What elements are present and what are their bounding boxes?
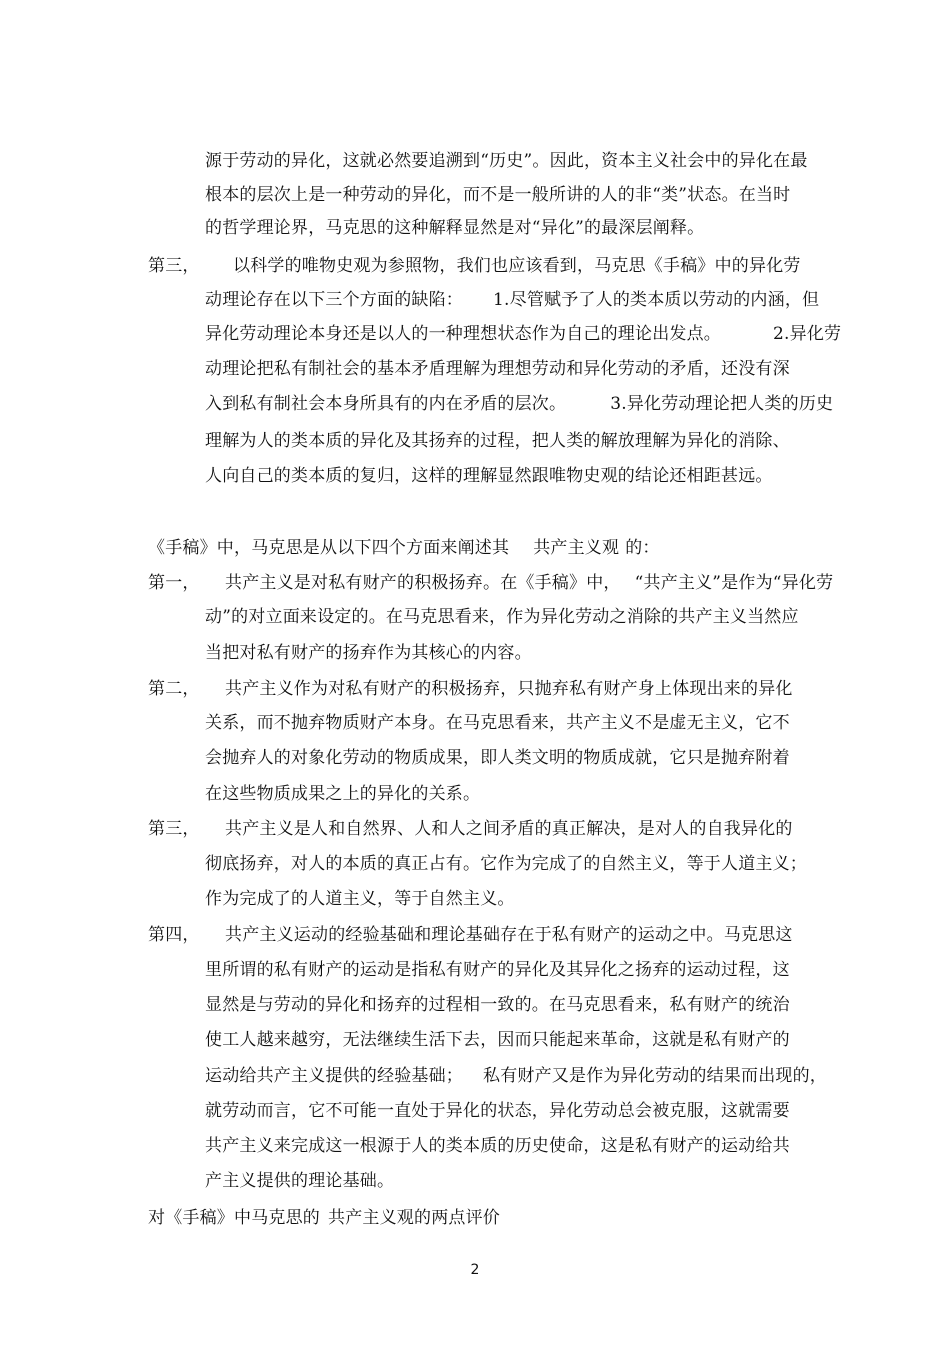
section-heading [148,1207,500,1229]
text-segment: 私有财产又是作为异化劳动的结果而出现的， [483,1066,827,1086]
text-line: 人向自己的类本质的复归，这样的理解显然跟唯物史观的结论还相距甚远。 [205,466,773,486]
text-line: 理解为人的类本质的异化及其扬弃的过程，把人类的解放理解为异化的消除、 [205,431,790,451]
text-segment: 共产主义观 [533,538,620,558]
text-line [205,289,819,311]
text-line: 就劳动而言，它不可能一直处于异化的状态，异化劳动总会被克服，这就需要 [205,1101,790,1121]
text-line: 共产主义来完成这一根源于人的类本质的历史使命，这是私有财产的运动给共 [205,1136,790,1156]
point-label: 第二， [148,679,200,699]
text-segment: 运动给共产主义提供的经验基础； [205,1066,463,1086]
text-line: 源于劳动的异化，这就必然要追溯到“历史”。因此，资本主义社会中的异化在最 [205,151,808,171]
text-segment: 异化劳动理论本身还是以人的一种理想状态作为自己的理论出发点。 [205,324,721,344]
text-segment: 共产主义是对私有财产的积极扬弃。在《手稿》中， [225,573,621,593]
text-line: 当把对私有财产的扬弃作为其核心的内容。 [205,643,532,663]
point-label: 第四， [148,925,200,945]
text-line: 共产主义作为对私有财产的积极扬弃，只抛弃私有财产身上体现出来的异化 [225,679,793,699]
text-line: 的哲学理论界，马克思的这种解释显然是对“异化”的最深层阐释。 [205,218,705,238]
text-segment: 对《手稿》中马克思的 [148,1208,320,1228]
text-line [205,1065,827,1087]
text-segment: 2.异化劳 [773,324,842,344]
text-segment: 《手稿》中，马克思是从以下四个方面来阐述其 [148,538,510,558]
page-number: 2 [470,1262,480,1278]
text-line: 使工人越来越穷，无法继续生活下去，因而只能起来革命，这就是私有财产的 [205,1030,790,1050]
text-line: 在这些物质成果之上的异化的关系。 [205,784,481,804]
text-line [205,323,841,345]
text-line: 以科学的唯物史观为参照物，我们也应该看到，马克思《手稿》中的异化劳 [233,256,801,276]
text-line: 根本的层次上是一种劳动的异化，而不是一般所讲的人的非“类”状态。在当时 [205,185,791,205]
text-line: 动”的对立面来设定的。在马克思看来，作为异化劳动之消除的共产主义当然应 [205,607,799,627]
text-line: 显然是与劳动的异化和扬弃的过程相一致的。在马克思看来，私有财产的统治 [205,995,790,1015]
intro-line [148,537,660,559]
text-line: 关系，而不抛弃物质财产本身。在马克思看来，共产主义不是虚无主义，它不 [205,713,790,733]
text-line: 作为完成了的人道主义，等于自然主义。 [205,889,515,909]
text-line [205,393,833,415]
point-label: 第一， [148,573,200,593]
point-label: 第三， [148,819,200,839]
text-line: 共产主义运动的经验基础和理论基础存在于私有财产的运动之中。马克思这 [225,925,793,945]
text-line: 产主义提供的理论基础。 [205,1171,395,1191]
text-segment: “共产主义”是作为“异化劳 [634,573,834,593]
text-segment: 共产主义观的两点评价 [328,1208,500,1228]
text-line: 共产主义是人和自然界、人和人之间矛盾的真正解决，是对人的自我异化的 [225,819,793,839]
text-segment: 动理论存在以下三个方面的缺陷： [205,290,463,310]
text-segment: 入到私有制社会本身所具有的内在矛盾的层次。 [205,394,567,414]
text-segment: 3.异化劳动理论把人类的历史 [610,394,834,414]
text-segment: 1.尽管赋予了人的类本质以劳动的内涵，但 [493,290,820,310]
text-line: 里所谓的私有财产的运动是指私有财产的异化及其异化之扬弃的运动过程，这 [205,960,790,980]
text-line: 动理论把私有制社会的基本矛盾理解为理想劳动和异化劳动的矛盾，还没有深 [205,359,790,379]
text-segment: 的： [625,538,660,558]
point-label: 第三， [148,256,200,276]
text-line: 会抛弃人的对象化劳动的物质成果，即人类文明的物质成就，它只是抛弃附着 [205,748,790,768]
text-line [225,572,833,594]
text-line: 彻底扬弃，对人的本质的真正占有。它作为完成了的自然主义，等于人道主义； [205,854,807,874]
